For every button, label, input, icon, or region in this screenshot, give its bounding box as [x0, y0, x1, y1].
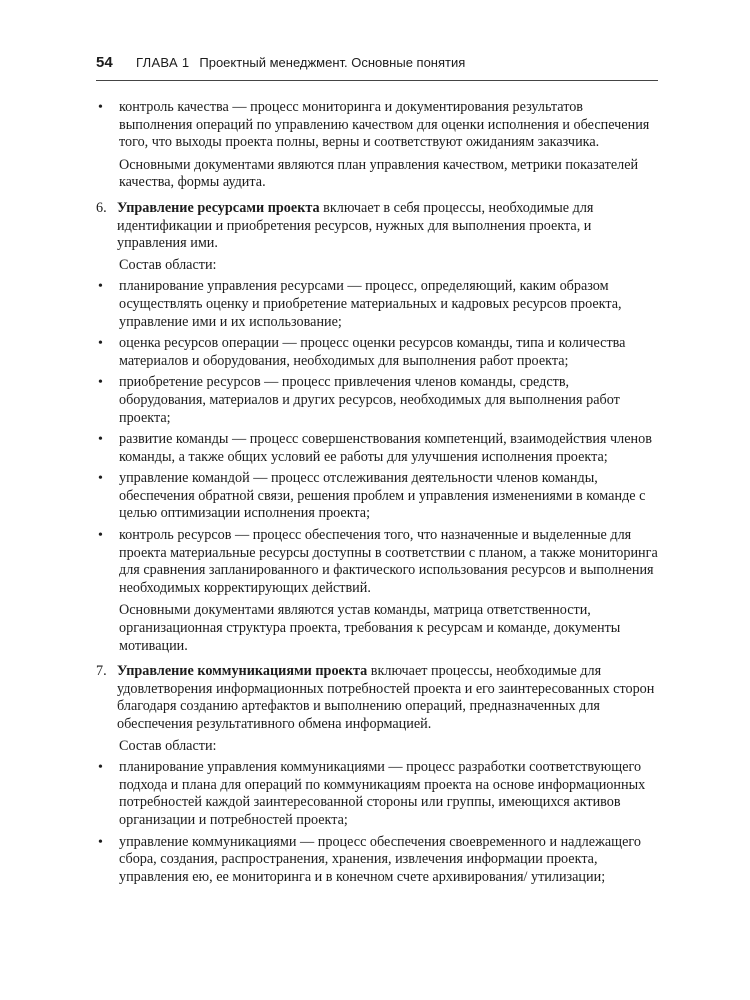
item-7-lead: Управление коммуникациями проекта — [117, 663, 368, 680]
chapter-label: ГЛАВА 1 — [136, 55, 190, 70]
running-header — [96, 54, 658, 76]
item-6-heading — [96, 200, 658, 253]
item-7-bullet: • планирование управления коммуникациями — процесс разработки соответствующего подхода и плана для операций по коммуникациям проекта на основе информационных потребностей каждой заинтересованной стороны или группы, имеющихся активов организации и потребностей проекта; — [96, 759, 658, 829]
item-6-text: включает в себя процессы, необходимые для идентификации и приобретения ресурсов, нужных для выполнения проекта, и управления ими. — [117, 199, 594, 252]
item-6-composition-label: Состав области: — [119, 256, 217, 273]
item-6-bullet: • развитие команды — процесс совершенствования компетенций, взаимодействия членов команды, а также общих условий ее работы для улучшения исполнения проекта; — [96, 431, 658, 466]
item-6-bullet: • управление командой — процесс отслеживания деятельности членов команды, обеспечения обратной связи, решения проблем и управления изменениями в команде с целью оптимизации исполнения проекта; — [96, 470, 658, 523]
bullet-quality-control: • контроль качества — процесс мониторинга и документирования результатов выполнения операций по управлению качеством для оценки исполнения и обеспечения того, что выходы проекта полны, верны и соответствуют ожиданиям заказчика. — [96, 99, 658, 152]
item-6-closing-paragraph: Основными документами являются устав команды, матрица ответственности, организационная структура проекта, требования к ресурсам и команде, документы мотивации. — [119, 602, 621, 654]
header-rule — [96, 80, 658, 81]
item-6-lead: Управление ресурсами проекта — [117, 199, 320, 216]
item-7-text: включает процессы, необходимые для удовлетворения информационных потребностей проекта и его заинтересованных сторон благодаря созданию артефактов и выполнению операций, предназначенных для обеспечения результативного обмена информацией. — [117, 663, 655, 732]
item-7-composition-label: Состав области: — [119, 737, 217, 754]
item-6-bullet: • планирование управления ресурсами — процесс, определяющий, каким образом осуществлять оценку и приобретение материальных и кадровых ресурсов проекта, управление ими и их использование; — [96, 278, 658, 331]
item-7-number: 7. — [96, 663, 107, 680]
quality-documents-paragraph: Основными документами являются план управления качеством, метрики показателей качества, формы аудита. — [119, 156, 639, 191]
item-6-number: 6. — [96, 199, 107, 216]
page-body — [96, 99, 658, 890]
item-6-bullet: • контроль ресурсов — процесс обеспечения того, что назначенные и выделенные для проекта материальные ресурсы доступны в соответствии с планом, а также мониторинга для сравнения запланированного и фактического использования ресурсов и выполнения необходимых корректирующих действий. — [96, 527, 658, 597]
page-number: 54 — [96, 54, 113, 71]
item-6-bullet: • приобретение ресурсов — процесс привлечения членов команды, средств, оборудования, материалов и других ресурсов, необходимых для выполнения работ проекта; — [96, 374, 658, 427]
chapter-title: Проектный менеджмент. Основные понятия — [199, 55, 466, 70]
item-7-heading — [96, 663, 658, 733]
item-7-bullet: • управление коммуникациями — процесс обеспечения своевременного и надлежащего сбора, создания, распространения, хранения, извлечения информации проекта, управления ею, ее мониторинга и в конечном счете архивирования/ утилизации; — [96, 834, 658, 887]
item-6-bullet: • оценка ресурсов операции — процесс оценки ресурсов команды, типа и количества материалов и оборудования, необходимых для выполнения работ проекта; — [96, 335, 658, 370]
